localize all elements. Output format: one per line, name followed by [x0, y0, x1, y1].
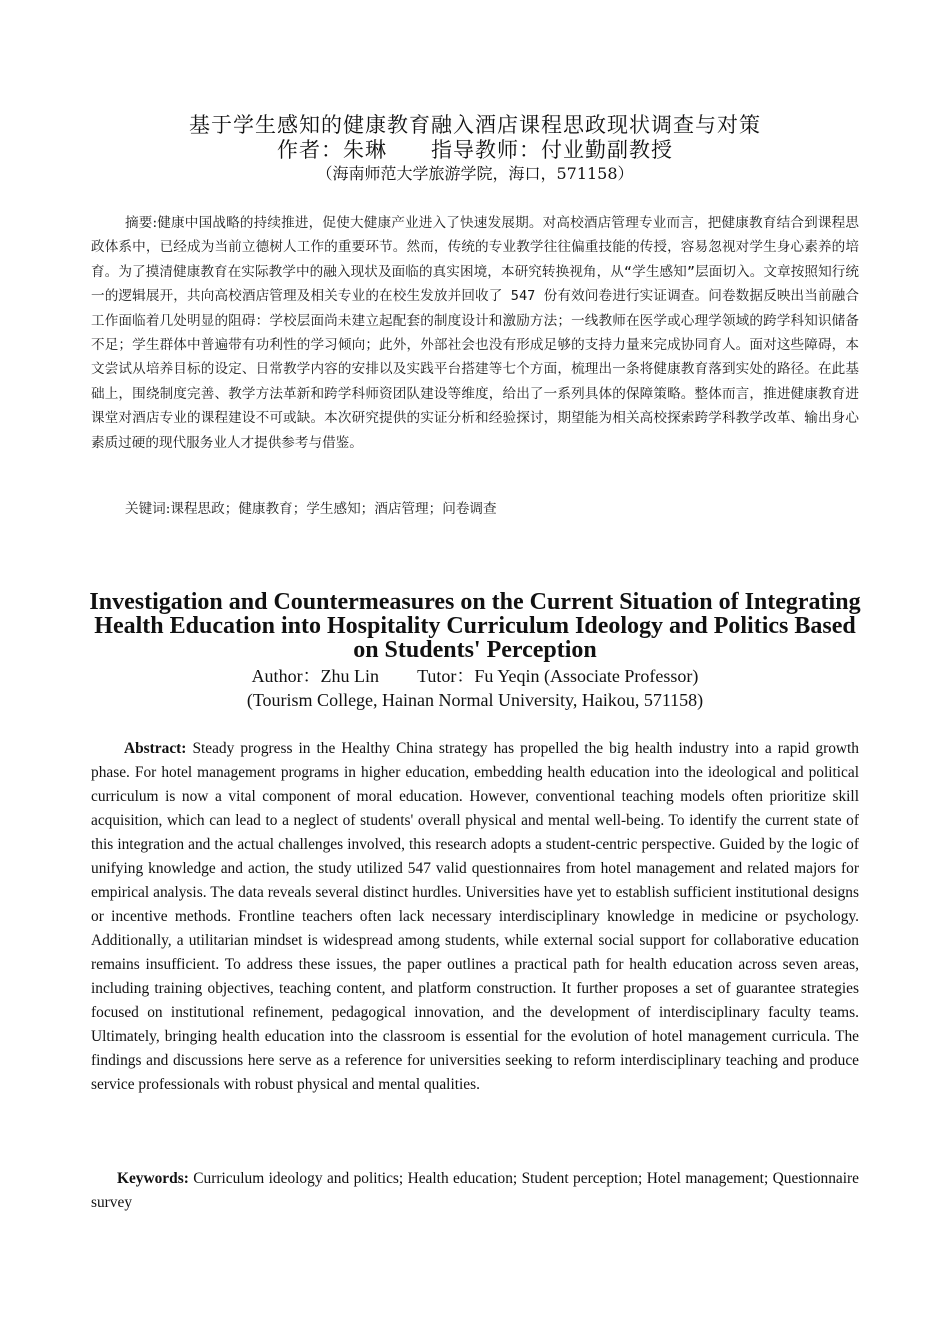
english-authors	[0, 665, 950, 687]
chinese-abstract-label: 摘要:	[125, 215, 158, 231]
chinese-abstract	[91, 211, 859, 455]
english-abstract-label: Abstract:	[124, 740, 187, 757]
chinese-tutor: 指导教师：付业勤副教授	[431, 138, 673, 162]
chinese-keywords-text: 课程思政；健康教育；学生感知；酒店管理；问卷调查	[170, 501, 497, 517]
chinese-keywords	[125, 498, 859, 520]
english-affiliation: (Tourism College, Hainan Normal University, Haikou, 571158)	[246, 690, 704, 710]
english-keywords-text: Curriculum ideology and politics; Health education; Student perception; Hotel management; Questionnaire survey	[91, 1170, 859, 1211]
english-title: Investigation and Countermeasures on the Current Situation of Integrating Health Education into Hospitality Curriculum Ideology and Politics Based on Students' Perception	[89, 589, 861, 663]
english-tutor: Tutor：Fu Yeqin (Associate Professor)	[417, 666, 699, 686]
english-author: Author：Zhu Lin	[251, 666, 380, 686]
english-abstract-text: Steady progress in the Healthy China strategy has propelled the big health industry into a rapid growth phase. For hotel management programs in higher education, embedding health education into the ideological and political curriculum is now a vital component of moral education. However, conventional teaching models often prioritize skill acquisition, which can lead to a neglect of students' overall physical and mental well-being. To identify the current state of this integration and the actual challenges involved, this research adopts a student-centric perspective. Guided by the logic of unifying knowledge and action, the study utilized 547 valid questionnaires from hotel management and related majors for empirical analysis. The data reveals several distinct hurdles. Universities have yet to establish sufficient institutional designs or incentive methods. Frontline teachers often lack necessary interdisciplinary knowledge in medicine or psychology. Additionally, a utilitarian mindset is widespread among students, while external social support for collaborative education remains insufficient. To address these issues, the paper outlines a practical path for health education across seven areas, including training objectives, teaching content, and platform construction. It further proposes a set of guarantee strategies focused on institutional refinement, pedagogical innovation, and the development of interdisciplinary faculty teams. Ultimately, bringing health education into the classroom is essential for the evolution of hotel management curricula. The findings and discussions here serve as a reference for universities seeking to reform interdisciplinary teaching and produce service professionals with robust physical and mental qualities.	[91, 740, 859, 1093]
english-abstract	[91, 737, 859, 1097]
english-keywords-label: Keywords:	[117, 1170, 189, 1187]
chinese-affiliation: （海南师范大学旅游学院，海口，571158）	[316, 164, 634, 183]
chinese-abstract-text: 健康中国战略的持续推进，促使大健康产业进入了快速发展期。对高校酒店管理专业而言，把健康教育结合到课程思政体系中，已经成为当前立德树人工作的重要环节。然而，传统的专业教学往往偏重技能的传授，容易忽视对学生身心素养的培育。为了摸清健康教育在实际教学中的融入现状及面临的真实困境，本研究转换视角，从“学生感知”层面切入。文章按照知行统一的逻辑展开，共向高校酒店管理及相关专业的在校生发放并回收了 547 份有效问卷进行实证调查。问卷数据反映出当前融合工作面临着几处明显的阻碍：学校层面尚未建立起配套的制度设计和激励方法；一线教师在医学或心理学领域的跨学科知识储备不足；学生群体中普遍带有功利性的学习倾向；此外，外部社会也没有形成足够的支持力量来完成协同育人。面对这些障碍，本文尝试从培养目标的设定、日常教学内容的安排以及实践平台搭建等七个方面，梳理出一条将健康教育落到实处的路径。在此基础上，围绕制度完善、教学方法革新和跨学科师资团队建设等维度，给出了一系列具体的保障策略。整体而言，推进健康教育进课堂对酒店专业的课程建设不可或缺。本次研究提供的实证分析和经验探讨，期望能为相关高校探索跨学科教学改革、输出身心素质过硬的现代服务业人才提供参考与借鉴。	[91, 215, 859, 451]
english-keywords	[91, 1167, 859, 1215]
chinese-title: 基于学生感知的健康教育融入酒店课程思政现状调查与对策	[189, 113, 761, 137]
chinese-keywords-label: 关键词:	[125, 501, 171, 517]
chinese-author: 作者：朱琳	[277, 138, 387, 162]
chinese-authors	[0, 137, 950, 163]
